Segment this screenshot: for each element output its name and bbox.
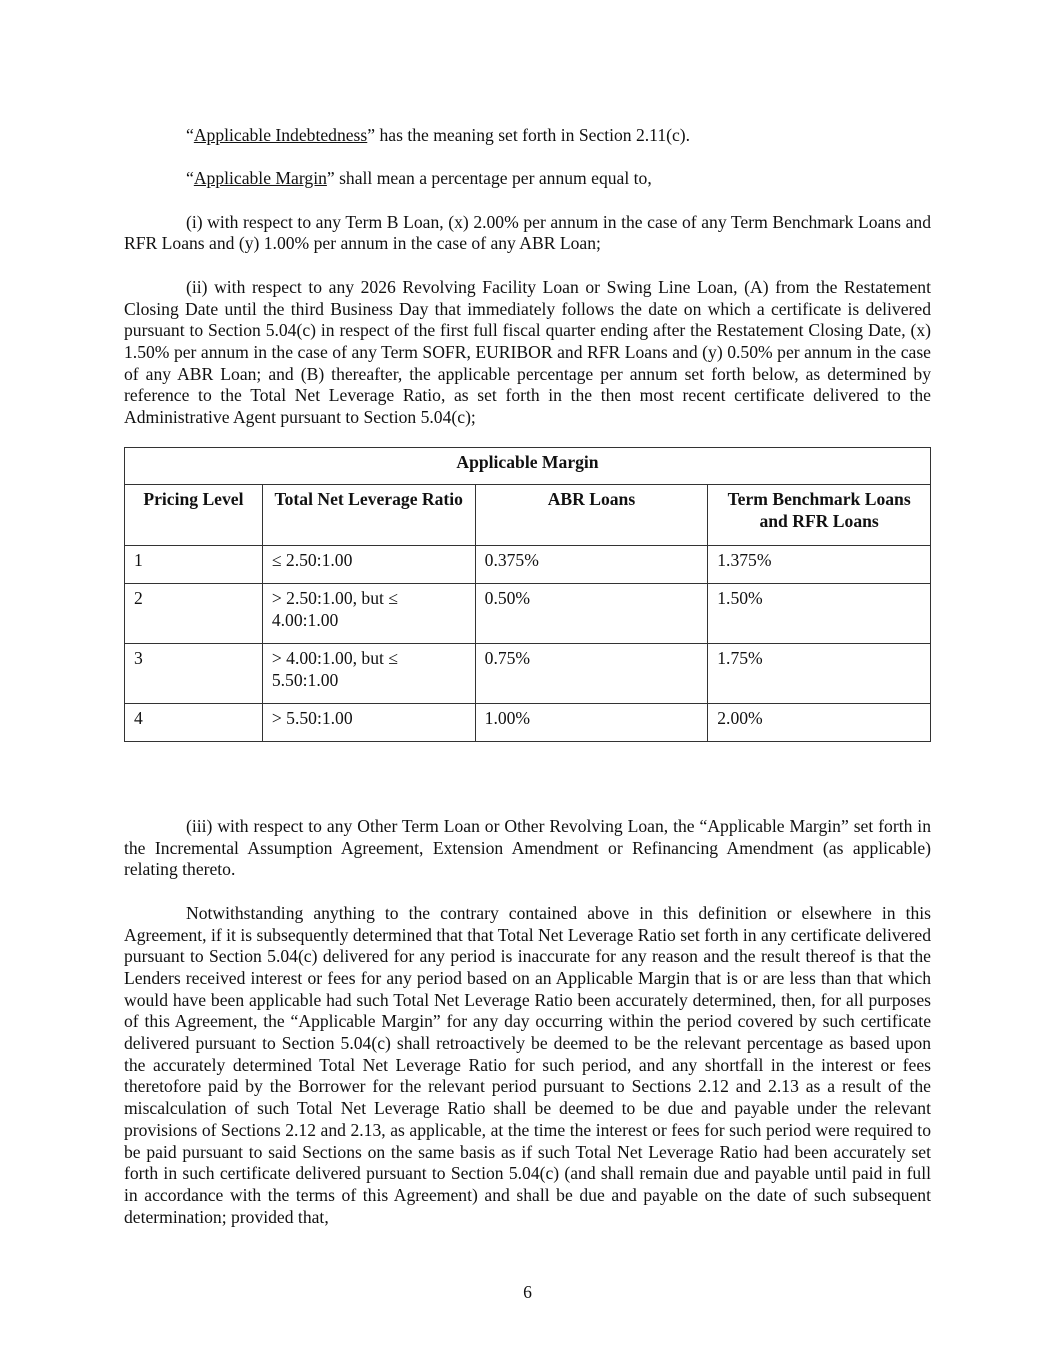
lower-text: [124, 816, 931, 1250]
table-cell: > 5.50:1.00: [262, 704, 475, 742]
table-cell: 0.375%: [475, 546, 708, 584]
table-cell: 4: [125, 704, 263, 742]
table-cell: 2: [125, 584, 263, 644]
table-cell: 1.00%: [475, 704, 708, 742]
clause-iii: (iii) with respect to any Other Term Loan or Other Revolving Loan, the “Applicable Margin” set forth in the Incremental Assumption Agreement, Extension Amendment or Refinancing Amendment (as applicable) relating thereto.: [124, 816, 931, 880]
table-cell: 3: [125, 644, 263, 704]
definition-applicable-margin: [124, 168, 931, 190]
table-row: [125, 704, 931, 742]
table-cell: > 4.00:1.00, but ≤ 5.50:1.00: [262, 644, 475, 704]
column-header: Total Net Leverage Ratio: [262, 485, 475, 546]
table-cell: > 2.50:1.00, but ≤ 4.00:1.00: [262, 584, 475, 644]
page-number: 6: [523, 1282, 532, 1302]
quote: “: [186, 125, 194, 145]
table-title: Applicable Margin: [125, 448, 931, 485]
column-header: Term Benchmark Loans and RFR Loans: [708, 485, 931, 546]
definition-text: ” shall mean a percentage per annum equal to,: [326, 168, 652, 189]
table-cell: 1.375%: [708, 546, 931, 584]
defined-term: Applicable Margin: [193, 168, 327, 189]
quote: “: [186, 168, 194, 189]
definition-text: ” has the meaning set forth in Section 2.11(c).: [367, 125, 691, 145]
definition-applicable-indebtedness: [124, 125, 931, 147]
table-cell: 1.50%: [708, 584, 931, 644]
table-cell: 2.00%: [708, 704, 931, 742]
upper-text: [124, 125, 931, 450]
applicable-margin-table: [124, 447, 931, 742]
table-row: [125, 546, 931, 584]
column-header: ABR Loans: [475, 485, 708, 546]
table-cell: 1: [125, 546, 263, 584]
clause-ii: (ii) with respect to any 2026 Revolving Facility Loan or Swing Line Loan, (A) from the Restatement Closing Date until the third Business Day that immediately follows the date on which a certificate is delivered pursuant to Section 5.04(c) in respect of the first full fiscal quarter ending after the Restatement Closing Date, (x) 1.50% per annum in the case of any Term SOFR, EURIBOR and RFR Loans and (y) 0.50% per annum in the case of any ABR Loan; and (B) thereafter, the applicable percentage per annum set forth below, as determined by reference to the Total Net Leverage Ratio, as set forth in the then most recent certificate delivered to the Administrative Agent pursuant to Section 5.04(c);: [124, 276, 931, 428]
notwithstanding-paragraph: Notwithstanding anything to the contrary contained above in this definition or elsewhere in this Agreement, if it is subsequently determined that that Total Net Leverage Ratio set forth in any certificate delivered pursuant to Section 5.04(c) delivered for any period is inaccurate for any reason and the result thereof is that the Lenders received interest or fees for any period based on an Applicable Margin that is or are less than that which would have been applicable had such Total Net Leverage Ratio been accurately determined, then, for all purposes of this Agreement, the “Applicable Margin” for any day occurring within the period covered by such certificate delivered pursuant to Section 5.04(c) shall retroactively be deemed to be the relevant percentage as based upon the accurately determined Total Net Leverage Ratio for such period, and any shortfall in the interest or fees theretofore paid by the Borrower for the relevant period pursuant to Sections 2.12 and 2.13 as a result of the miscalculation of such Total Net Leverage Ratio shall be deemed to be due and payable under the relevant provisions of Sections 2.12 and 2.13, as applicable, at the time the interest or fees for such period were required to be paid pursuant to said Sections on the same basis as if such Total Net Leverage Ratio had been accurately set forth in such certificate delivered pursuant to Section 5.04(c) (and shall remain due and payable until paid in full in accordance with the terms of this Agreement) and shall be due and payable on the date of such subsequent determination; provided that,: [124, 902, 931, 1227]
table-cell: ≤ 2.50:1.00: [262, 546, 475, 584]
table-cell: 0.75%: [475, 644, 708, 704]
clause-i: (i) with respect to any Term B Loan, (x) 2.00% per annum in the case of any Term Benchmark Loans and RFR Loans and (y) 1.00% per annum in the case of any ABR Loan;: [124, 211, 931, 254]
table-cell: 1.75%: [708, 644, 931, 704]
table-row: [125, 584, 931, 644]
table-row: [125, 644, 931, 704]
defined-term: Applicable Indebtedness: [193, 125, 368, 145]
column-header: Pricing Level: [125, 485, 263, 546]
table-cell: 0.50%: [475, 584, 708, 644]
